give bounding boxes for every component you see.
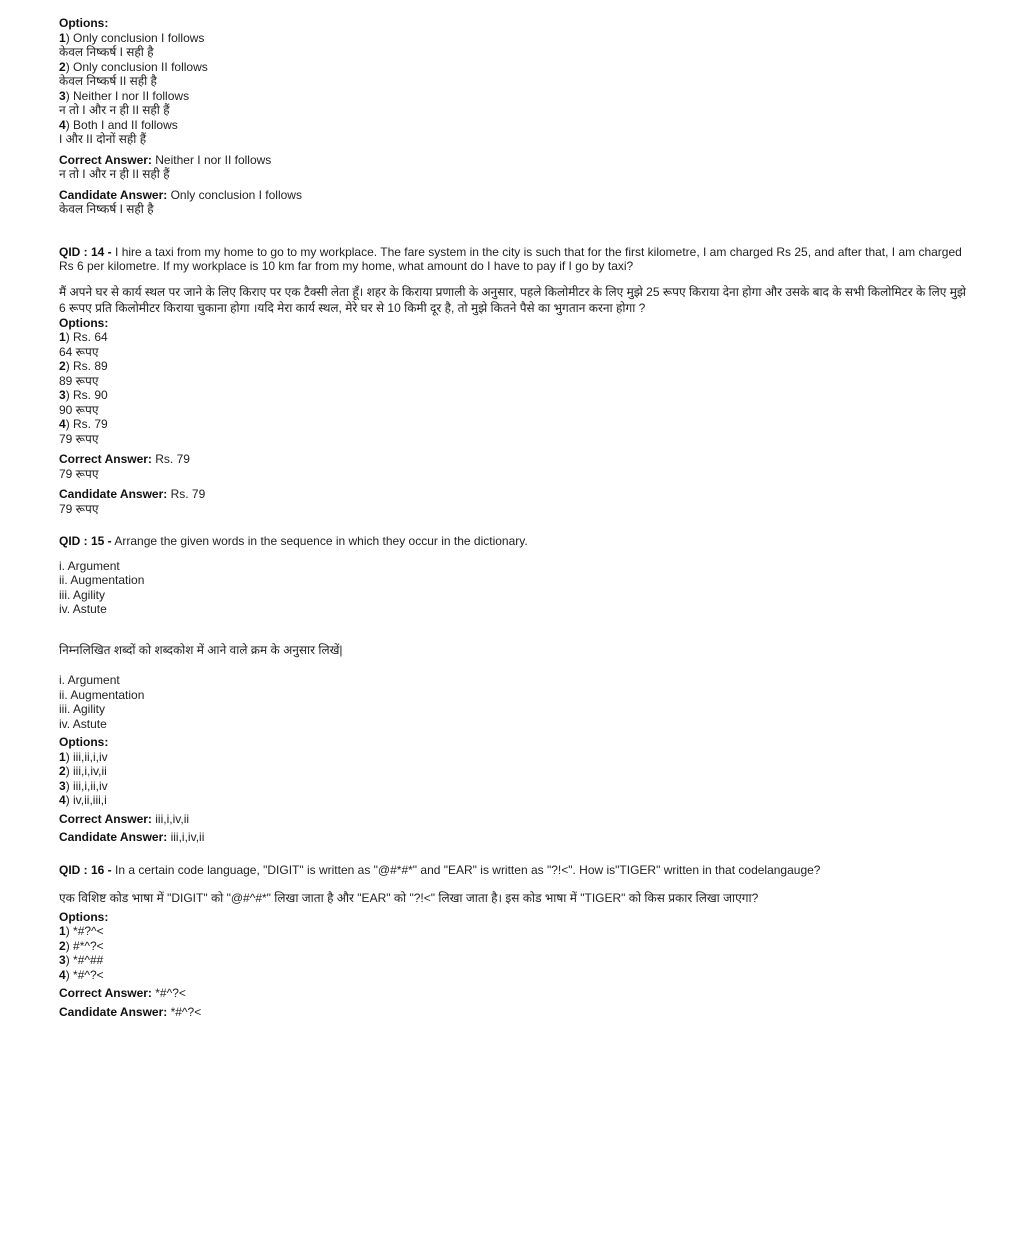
- question-text-en: QID : 15 - Arrange the given words in the sequence in which they occur in the dictionary.: [59, 534, 528, 548]
- candidate-answer: [59, 188, 969, 217]
- option-number: 3: [59, 388, 66, 402]
- option-2: [59, 764, 969, 779]
- option-4: [59, 118, 969, 147]
- question-14-section: [59, 245, 969, 517]
- option-4: [59, 968, 969, 983]
- option-4: [59, 793, 969, 808]
- option-2: [59, 60, 969, 89]
- candidate-answer: [59, 830, 969, 845]
- option-text-en: ) iii,i,iv,ii: [65, 764, 107, 778]
- option-text-en: ) *#^##: [65, 953, 104, 967]
- candidate-answer-en: iii,i,iv,ii: [167, 830, 205, 844]
- option-text-en: ) Both I and II follows: [65, 117, 178, 132]
- option-number: 2: [59, 359, 66, 373]
- option-2: [59, 359, 969, 388]
- option-text-en: ) Rs. 79: [65, 417, 108, 431]
- options-label: Options:: [59, 315, 109, 330]
- option-text-hi: 64 रूपए: [59, 344, 99, 359]
- word-item: iii. Agility: [59, 587, 106, 602]
- option-text-en: ) iii,ii,i,iv: [65, 749, 108, 764]
- question-text-hi: एक विशिष्ट कोड भाषा में "DIGIT" को "@#^#*" लिखा जाता है और "EAR" को "?!<" लिखा जाता है। इस कोड भाषा में "TIGER" को किस प्रकार लिखा जाएगा?: [59, 891, 759, 905]
- candidate-answer-label: Candidate Answer:: [59, 830, 168, 844]
- correct-answer-label: Correct Answer:: [59, 986, 152, 1000]
- option-number: 3: [59, 88, 66, 103]
- qid-label: QID : 15 -: [59, 534, 112, 548]
- correct-answer: [59, 812, 969, 827]
- option-number: 4: [59, 417, 66, 431]
- option-text-en: ) Rs. 64: [65, 330, 108, 344]
- candidate-answer-en: *#^?<: [167, 1004, 202, 1019]
- option-number: 3: [59, 953, 66, 967]
- candidate-answer: [59, 1005, 969, 1020]
- option-number: 2: [59, 938, 66, 953]
- word-item: i. Argument: [59, 673, 120, 687]
- option-text-en: ) iv,ii,iii,i: [65, 793, 107, 807]
- option-number: 4: [59, 117, 66, 132]
- option-text-en: ) Neither I nor II follows: [65, 88, 190, 103]
- option-3: [59, 953, 969, 968]
- option-text-en: ) *#?^<: [65, 924, 104, 938]
- option-number: 4: [59, 967, 66, 982]
- option-3: [59, 779, 969, 794]
- option-2: [59, 939, 969, 954]
- correct-answer-label: Correct Answer:: [59, 152, 152, 167]
- candidate-answer-en: Only conclusion I follows: [167, 187, 302, 202]
- question-16-section: [59, 863, 969, 1020]
- option-text-en: ) iii,i,ii,iv: [65, 778, 108, 793]
- option-number: 2: [59, 59, 66, 74]
- options-label: Options:: [59, 909, 109, 924]
- option-text-hi: न तो I और न ही II सही हैं: [59, 103, 170, 117]
- correct-answer: [59, 153, 969, 182]
- word-list-en: [59, 559, 969, 617]
- correct-answer-hi: न तो I और न ही II सही हैं: [59, 167, 170, 181]
- option-1: [59, 330, 969, 359]
- option-text-hi: 79 रूपए: [59, 431, 99, 446]
- option-number: 4: [59, 793, 66, 807]
- options-label: Options:: [59, 735, 109, 749]
- word-item: iv. Astute: [59, 716, 107, 731]
- option-text-en: ) *#^?<: [65, 967, 104, 982]
- correct-answer-en: *#^?<: [151, 986, 186, 1000]
- qid-label: QID : 16 -: [59, 862, 112, 877]
- candidate-answer-label: Candidate Answer:: [59, 187, 168, 202]
- question-text-en: QID : 14 - I hire a taxi from my home to go to my workplace. The fare system in the city is such that for the first kilometre, I am charged Rs 25, and after that, I am charged Rs 6 per kilometre. If my workplace is 10 km far from my home, what amount do I have to pay if I go by taxi?: [59, 244, 962, 273]
- candidate-answer-hi: 79 रूपए: [59, 501, 99, 516]
- option-text-hi: केवल निष्कर्ष I सही है: [59, 45, 154, 59]
- question-15-section: [59, 534, 969, 845]
- word-item: i. Argument: [59, 558, 120, 573]
- option-text-hi: केवल निष्कर्ष II सही है: [59, 74, 157, 88]
- option-1: [59, 924, 969, 939]
- option-number: 1: [59, 924, 66, 938]
- word-list-hi: [59, 673, 969, 731]
- word-item: ii. Augmentation: [59, 687, 145, 702]
- option-text-hi: I और II दोनों सही हैं: [59, 132, 147, 146]
- option-number: 1: [59, 330, 66, 344]
- correct-answer-hi: 79 रूपए: [59, 466, 99, 481]
- option-text-en: ) Only conclusion I follows: [65, 30, 205, 45]
- option-number: 3: [59, 778, 66, 793]
- candidate-answer-en: Rs. 79: [167, 487, 206, 501]
- correct-answer-en: iii,i,iv,ii: [151, 811, 190, 826]
- option-number: 2: [59, 764, 66, 778]
- question-text-en: QID : 16 - In a certain code language, "DIGIT" is written as "@#*#*" and "EAR" is written as "?!<". How is"TIGER" written in that codelangauge?: [59, 862, 821, 877]
- option-3: [59, 388, 969, 417]
- question-13-section: [59, 16, 969, 217]
- qid-label: QID : 14 -: [59, 244, 112, 259]
- option-text-hi: 90 रूपए: [59, 402, 99, 417]
- correct-answer-en: Rs. 79: [151, 452, 190, 466]
- word-item: iii. Agility: [59, 702, 106, 716]
- question-text-hi: निम्नलिखित शब्दों को शब्दकोश में आने वाले क्रम के अनुसार लिखें|: [59, 642, 343, 657]
- exam-response-page: [59, 16, 969, 1019]
- option-3: [59, 89, 969, 118]
- correct-answer: [59, 986, 969, 1001]
- word-item: ii. Augmentation: [59, 573, 145, 587]
- options-label: Options:: [59, 16, 109, 30]
- candidate-answer-hi: केवल निष्कर्ष I सही है: [59, 202, 154, 216]
- option-text-en: ) #*^?<: [65, 938, 104, 953]
- candidate-answer: [59, 487, 969, 516]
- option-number: 1: [59, 30, 66, 45]
- word-item: iv. Astute: [59, 602, 107, 616]
- option-1: [59, 31, 969, 60]
- correct-answer-label: Correct Answer:: [59, 811, 152, 826]
- option-text-en: ) Rs. 90: [65, 388, 108, 402]
- correct-answer-label: Correct Answer:: [59, 452, 152, 466]
- option-text-hi: 89 रूपए: [59, 373, 99, 388]
- correct-answer-en: Neither I nor II follows: [151, 152, 272, 167]
- question-text-hi: मैं अपने घर से कार्य स्थल पर जाने के लिए किराए पर एक टैक्सी लेता हूँ। शहर के किराया प्रणाली के अनुसार, पहले किलोमीटर के लिए मुझे 25 रूपए किराया देना होगा और उसके बाद के सभी किलोमिटर के लिए मुझे 6 रूपए प्रति किलोमीटर किराया चुकाना होगा ।यदि मेरा कार्य स्थल, मेरे घर से 10 किमी दूर है, तो मुझे कितने पैसे का भुगतान करना होगा ?: [59, 284, 966, 315]
- option-text-en: ) Rs. 89: [65, 359, 108, 373]
- option-1: [59, 750, 969, 765]
- option-4: [59, 417, 969, 446]
- candidate-answer-label: Candidate Answer:: [59, 487, 168, 501]
- candidate-answer-label: Candidate Answer:: [59, 1004, 168, 1019]
- option-text-en: ) Only conclusion II follows: [65, 59, 208, 74]
- option-number: 1: [59, 749, 66, 764]
- correct-answer: [59, 452, 969, 481]
